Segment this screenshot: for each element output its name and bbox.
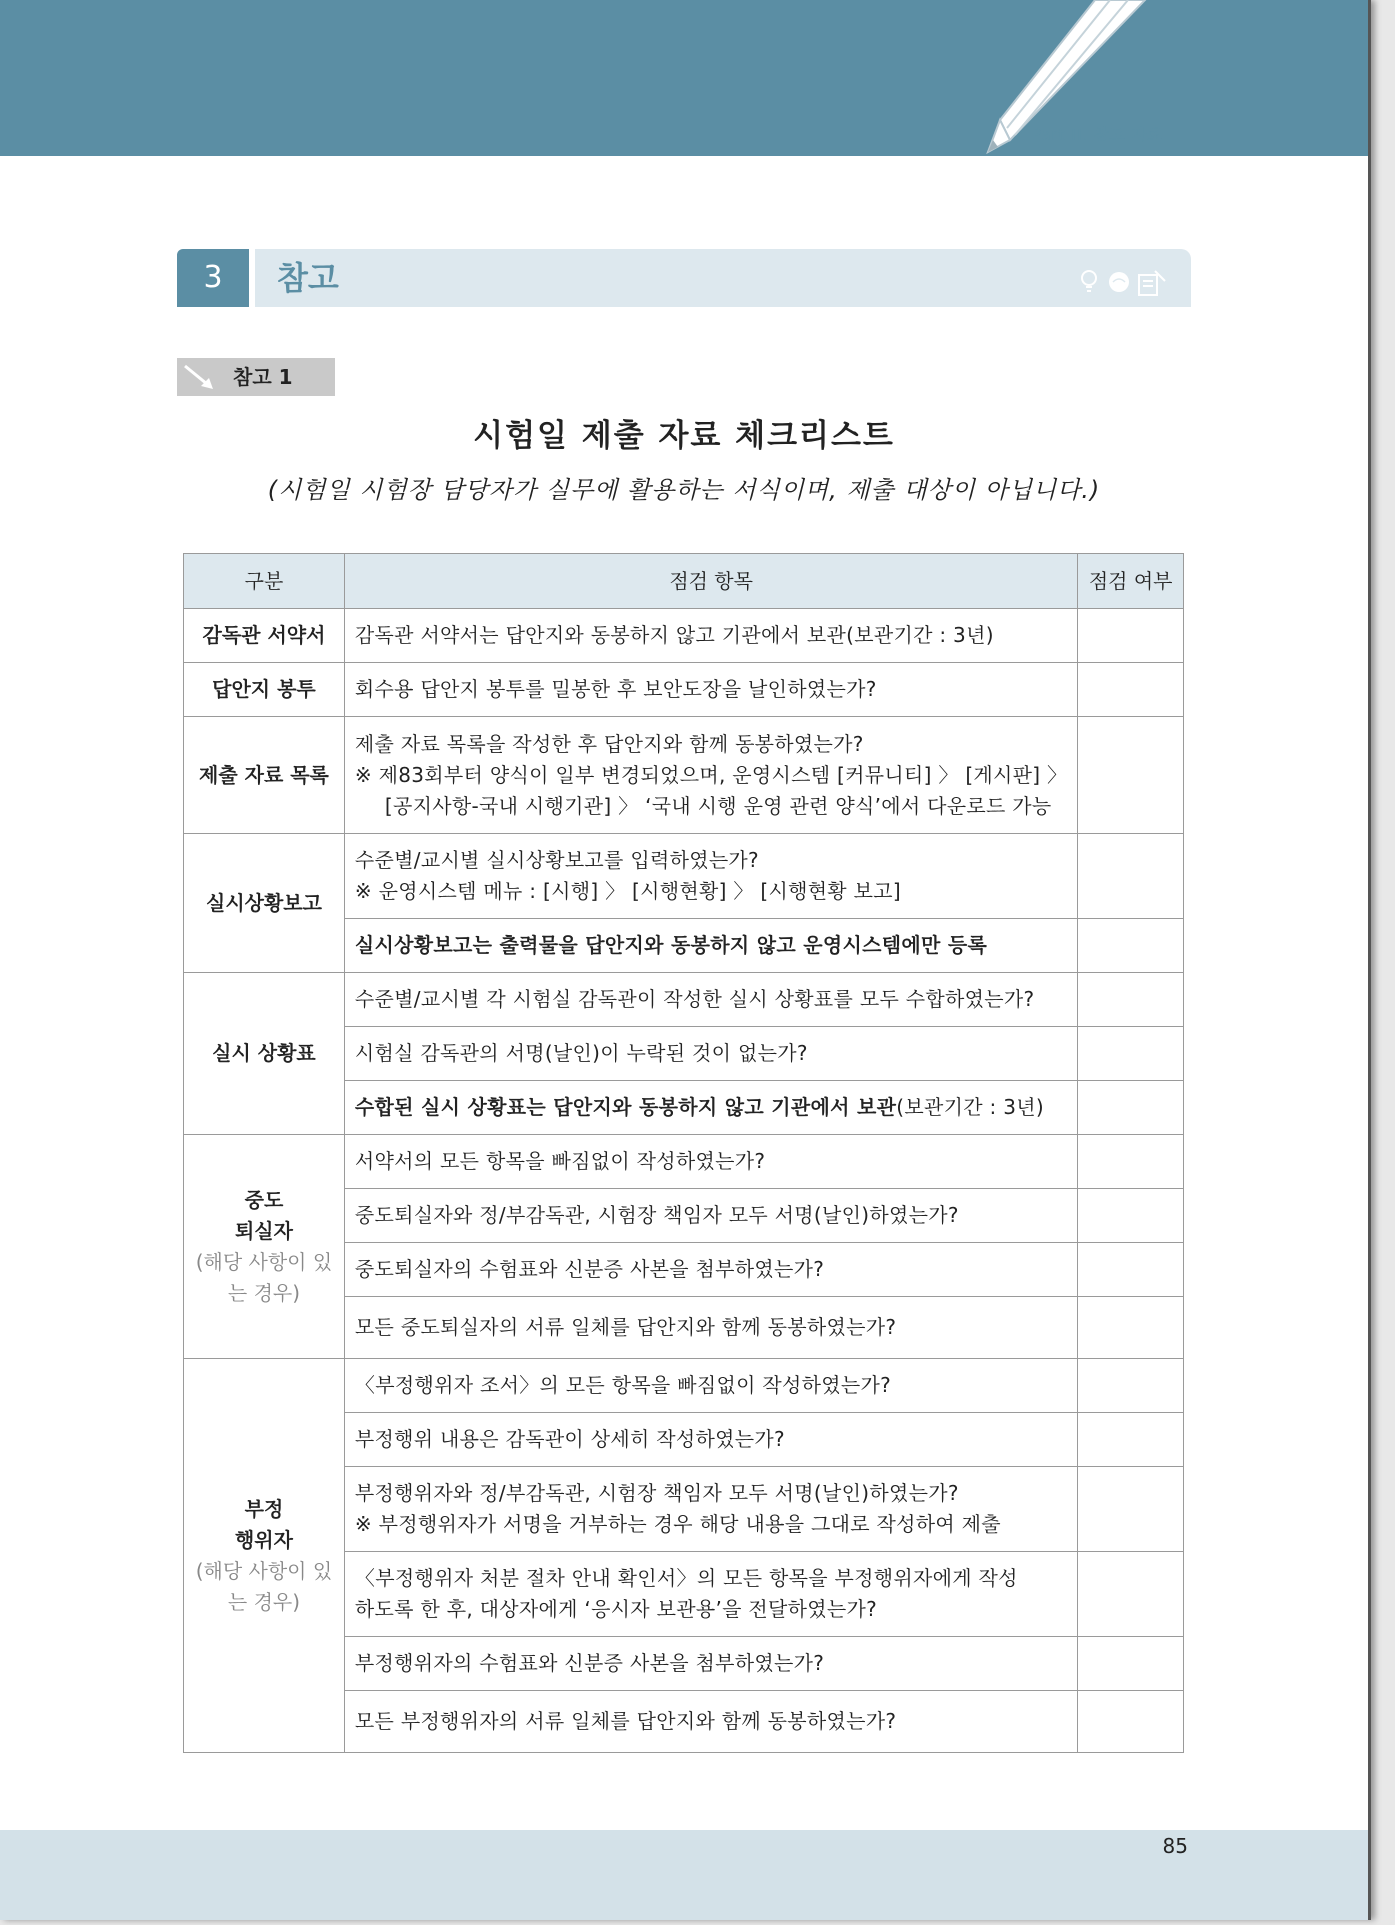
category-cell: 실시상황보고 xyxy=(184,834,345,973)
arrow-icon xyxy=(183,362,217,392)
check-status-cell[interactable] xyxy=(1078,609,1184,663)
check-item-line: 〈부정행위자 처분 절차 안내 확인서〉의 모든 항목을 부정행위자에게 작성 xyxy=(354,1566,1018,1590)
check-status-cell[interactable] xyxy=(1078,919,1184,973)
document-subtitle: (시험일 시험장 담당자가 실무에 활용하는 서식이며, 제출 대상이 아닙니다.) xyxy=(267,476,1101,504)
check-item-line: 수준별/교시별 실시상황보고를 입력하였는가? xyxy=(354,848,759,872)
column-header: 점검 항목 xyxy=(344,554,1077,609)
category-note: (해당 사항이 있는 경우) xyxy=(195,1249,333,1305)
notepad-icon xyxy=(1139,271,1165,295)
check-item xyxy=(344,1552,1077,1637)
check-status-cell[interactable] xyxy=(1078,1297,1184,1359)
section-header xyxy=(177,249,1191,307)
check-status-cell[interactable] xyxy=(1078,1552,1184,1637)
check-item: 회수용 답안지 봉투를 밀봉한 후 보안도장을 날인하였는가? xyxy=(344,663,1077,717)
check-status-cell[interactable] xyxy=(1078,1691,1184,1753)
check-status-cell[interactable] xyxy=(1078,1027,1184,1081)
check-item: 서약서의 모든 항목을 빠짐없이 작성하였는가? xyxy=(344,1135,1077,1189)
check-item-line: 하도록 한 후, 대상자에게 ‘응시자 보관용’을 전달하였는가? xyxy=(354,1597,878,1621)
reference-tab-label: 참고 1 xyxy=(233,365,293,389)
check-item: 부정행위자의 수험표와 신분증 사본을 첨부하였는가? xyxy=(344,1637,1077,1691)
reference-tab xyxy=(177,358,335,396)
check-item-note: ※ 운영시스템 메뉴 : [시행] 〉 [시행현황] 〉 [시행현황 보고] xyxy=(354,879,901,903)
check-item-note: [공지사항-국내 시행기관] 〉 ‘국내 시행 운영 관련 양식’에서 다운로드 가능 xyxy=(384,793,1052,818)
check-item: 모든 중도퇴실자의 서류 일체를 답안지와 함께 동봉하였는가? xyxy=(344,1297,1077,1359)
check-status-cell[interactable] xyxy=(1078,663,1184,717)
check-status-cell[interactable] xyxy=(1078,1081,1184,1135)
check-status-cell[interactable] xyxy=(1078,1189,1184,1243)
column-header: 점검 여부 xyxy=(1078,554,1184,609)
table-row xyxy=(184,663,1184,717)
check-item xyxy=(344,717,1077,834)
category-cell: 답안지 봉투 xyxy=(184,663,345,717)
page-number: 85 xyxy=(1162,1834,1188,1858)
checklist-table xyxy=(183,553,1184,1753)
check-status-cell[interactable] xyxy=(1078,1243,1184,1297)
section-title: 참고 xyxy=(277,259,339,297)
section-icons xyxy=(1075,267,1175,297)
table-row xyxy=(184,717,1184,834)
table-header-row xyxy=(184,554,1184,609)
check-item: 중도퇴실자의 수험표와 신분증 사본을 첨부하였는가? xyxy=(344,1243,1077,1297)
column-header: 구분 xyxy=(184,554,345,609)
category-cell: 중도 퇴실자 (해당 사항이 있는 경우) xyxy=(184,1135,345,1359)
table-row xyxy=(184,609,1184,663)
check-item: 수준별/교시별 각 시험실 감독관이 작성한 실시 상황표를 모두 수합하였는가? xyxy=(344,973,1077,1027)
category-cell: 실시 상황표 xyxy=(184,973,345,1135)
table-row xyxy=(184,834,1184,919)
check-status-cell[interactable] xyxy=(1078,1637,1184,1691)
category-note: (해당 사항이 있는 경우) xyxy=(195,1558,333,1614)
section-number: 3 xyxy=(177,249,249,307)
check-status-cell[interactable] xyxy=(1078,717,1184,834)
check-item-line: 제출 자료 목록을 작성한 후 답안지와 함께 동봉하였는가? xyxy=(354,731,864,756)
check-status-cell[interactable] xyxy=(1078,1359,1184,1413)
check-item: 중도퇴실자와 정/부감독관, 시험장 책임자 모두 서명(날인)하였는가? xyxy=(344,1189,1077,1243)
category-cell: 감독관 서약서 xyxy=(184,609,345,663)
check-item: 시험실 감독관의 서명(날인)이 누락된 것이 없는가? xyxy=(344,1027,1077,1081)
check-item: 부정행위 내용은 감독관이 상세히 작성하였는가? xyxy=(344,1413,1077,1467)
category-cell: 제출 자료 목록 xyxy=(184,717,345,834)
check-status-cell[interactable] xyxy=(1078,1467,1184,1552)
check-item: 모든 부정행위자의 서류 일체를 답안지와 함께 동봉하였는가? xyxy=(344,1691,1077,1753)
check-item: 〈부정행위자 조서〉의 모든 항목을 빠짐없이 작성하였는가? xyxy=(344,1359,1077,1413)
check-status-cell[interactable] xyxy=(1078,1135,1184,1189)
check-status-cell[interactable] xyxy=(1078,1413,1184,1467)
check-item: 수합된 실시 상황표는 답안지와 동봉하지 않고 기관에서 보관(보관기간 : 3년) xyxy=(344,1081,1077,1135)
table-row xyxy=(184,973,1184,1027)
check-item-line: 부정행위자와 정/부감독관, 시험장 책임자 모두 서명(날인)하였는가? xyxy=(354,1481,959,1505)
check-status-cell[interactable] xyxy=(1078,973,1184,1027)
lightbulb-icon xyxy=(1082,271,1096,291)
brain-icon xyxy=(1109,272,1129,292)
check-status-cell[interactable] xyxy=(1078,834,1184,919)
document-title: 시험일 제출 자료 체크리스트 xyxy=(473,418,895,454)
table-row xyxy=(184,1359,1184,1413)
check-item-note: ※ 부정행위자가 서명을 거부하는 경우 해당 내용을 그대로 작성하여 제출 xyxy=(354,1512,1001,1536)
check-item xyxy=(344,1467,1077,1552)
table-row xyxy=(184,1135,1184,1189)
check-item: 실시상황보고는 출력물을 답안지와 동봉하지 않고 운영시스템에만 등록 xyxy=(344,919,1077,973)
check-item xyxy=(344,834,1077,919)
category-cell: 부정 행위자 (해당 사항이 있는 경우) xyxy=(184,1359,345,1753)
part-label: Part Ⅲ. 참고 자료 xyxy=(1031,125,1163,144)
check-item: 감독관 서약서는 답안지와 동봉하지 않고 기관에서 보관(보관기간 : 3년) xyxy=(344,609,1077,663)
check-item-note: ※ 제83회부터 양식이 일부 변경되었으며, 운영시스템 [커뮤니티] 〉 [게시판] 〉 xyxy=(354,762,1068,787)
